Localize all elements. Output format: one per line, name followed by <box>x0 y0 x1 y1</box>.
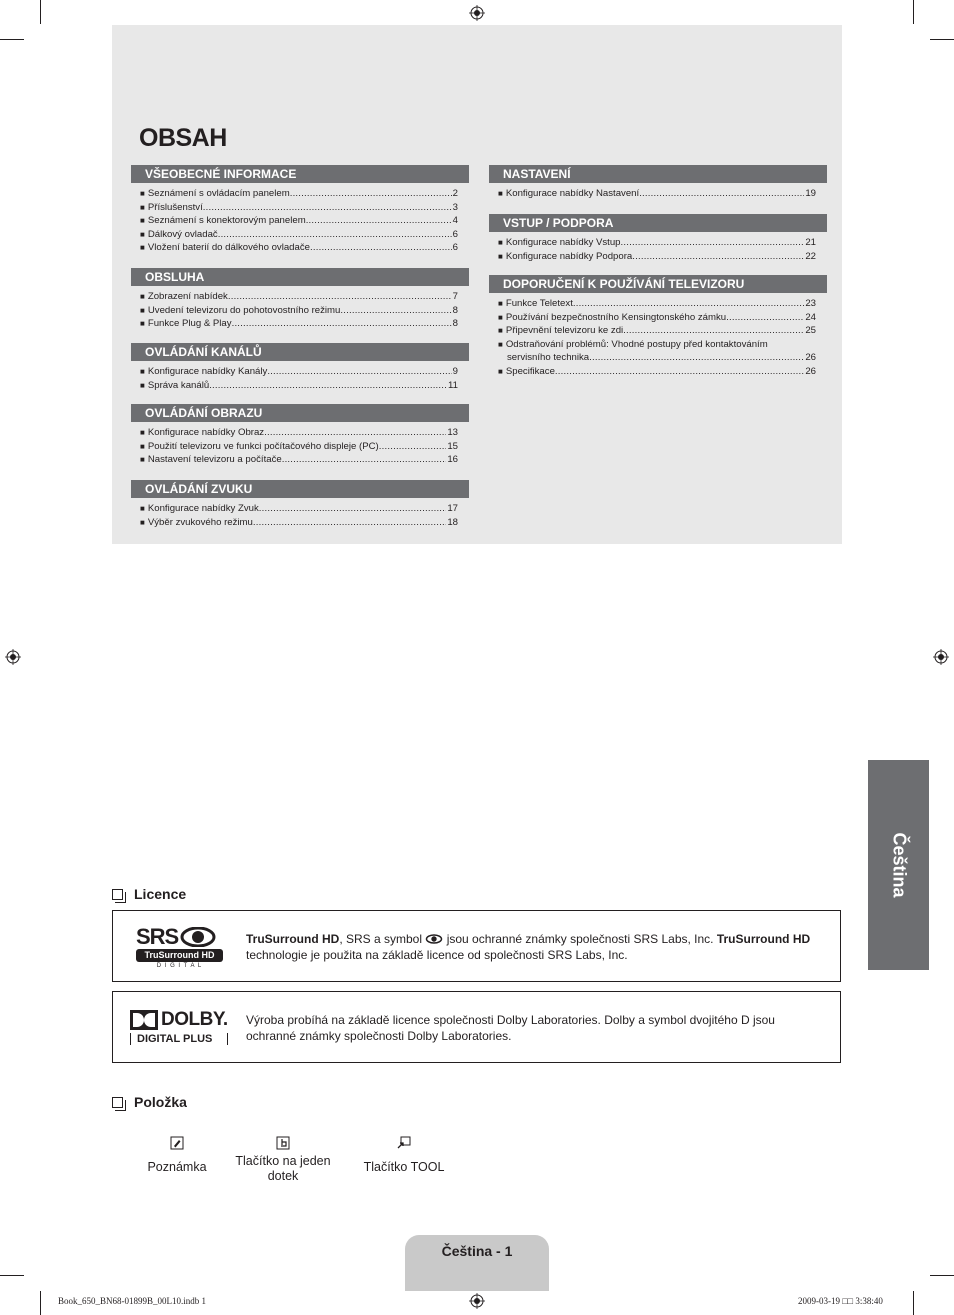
square-bullet-icon: ■ <box>140 441 145 451</box>
square-bullet-icon: ■ <box>498 189 503 198</box>
dot-leader <box>290 187 452 201</box>
toc-page-number: 19 <box>805 188 816 199</box>
toc-entry <box>498 351 816 365</box>
dot-leader <box>589 351 804 365</box>
dot-leader <box>340 304 451 318</box>
toc-page-number: 18 <box>447 516 458 528</box>
square-bullet-icon: ■ <box>498 312 503 322</box>
toc-entry-text: Uvedení televizoru do pohotovostního režimu <box>147 304 341 316</box>
dolby-logo <box>130 1010 228 1045</box>
toc-entry-text: Nastavení televizoru a počítače <box>147 454 282 465</box>
dot-leader <box>555 365 804 379</box>
toc-page-number: 13 <box>447 427 458 438</box>
square-bullet-icon: ■ <box>140 292 145 301</box>
toc-entry-list <box>489 187 827 201</box>
toc-section-header: OBSLUHA <box>131 268 469 286</box>
toc-entry-list <box>489 297 827 378</box>
toc-page-number: 7 <box>452 291 458 302</box>
toc-entry-text: Seznámení s konektorovým panelem <box>147 215 306 226</box>
toc-page-number: 11 <box>448 379 458 391</box>
toc-entry <box>140 304 458 318</box>
toc-section-header: DOPORUČENÍ K POUŽÍVÁNÍ TELEVIZORU <box>489 275 827 293</box>
toc-page-number: 26 <box>805 365 816 377</box>
toc-entry-text: Vložení baterií do dálkového ovladače <box>147 242 310 253</box>
toc-entry-text: Konfigurace nabídky Podpora <box>505 250 633 262</box>
toc-section-header: NASTAVENÍ <box>489 165 827 183</box>
toc-entry-text: Správa kanálů <box>147 379 210 391</box>
toc-entry <box>140 241 458 255</box>
page-number: Čeština - 1 <box>441 1243 513 1259</box>
square-bullet-icon: ■ <box>140 229 145 239</box>
srs-logo-text: SRS <box>136 924 179 949</box>
license-heading-text: Licence <box>134 886 187 902</box>
legend-label: Tlačítko TOOL <box>363 1160 445 1174</box>
toc-section-recommendations <box>489 275 827 378</box>
square-bullet-icon: ■ <box>498 339 503 349</box>
square-bullet-icon: ■ <box>140 305 145 315</box>
toc-entry-list <box>131 426 469 467</box>
dot-leader <box>639 187 804 201</box>
toc-entry <box>140 365 458 379</box>
toc-section-operation <box>131 268 469 331</box>
toc-entry <box>498 250 816 264</box>
language-tab <box>868 760 929 970</box>
toc-entry-list <box>131 502 469 529</box>
toc-entry-text: Připevnění televizoru ke zdi <box>505 325 624 336</box>
toc-section-header: OVLÁDÁNÍ KANÁLŮ <box>131 343 469 361</box>
dot-leader <box>209 379 447 393</box>
srs-logo <box>136 926 223 969</box>
square-bullet-icon: ■ <box>140 216 145 225</box>
toc-entry-text: Konfigurace nabídky Kanály <box>147 366 268 377</box>
srs-license-box <box>112 910 841 982</box>
toc-page-number: 6 <box>452 242 458 253</box>
dot-leader <box>632 250 804 264</box>
crop-mark <box>930 1275 954 1276</box>
dolby-double-d-icon <box>130 1010 158 1030</box>
square-bullet-icon: ■ <box>498 326 503 335</box>
toc-entry <box>498 297 816 311</box>
toc-entry-text: Konfigurace nabídky Vstup <box>505 237 621 248</box>
toc-section-setup <box>489 165 827 201</box>
srs-text-part: , SRS a symbol <box>339 932 426 946</box>
registration-mark-icon <box>469 5 485 21</box>
toc-page-number: 26 <box>805 352 816 363</box>
date-slug: 2009-03-19 □□ 3:38:40 <box>798 1296 883 1306</box>
toc-page-number: 15 <box>447 440 458 452</box>
toc-title: OBSAH <box>139 124 227 152</box>
srs-text-part: technologie je použita na základě licence od společnosti SRS Labs, Inc. <box>246 948 628 962</box>
crop-mark <box>0 1275 24 1276</box>
square-bullet-icon: ■ <box>140 319 145 328</box>
toc-entry-text: Funkce Teletext <box>505 298 573 309</box>
toc-entry <box>140 201 458 215</box>
toc-entry <box>140 317 458 331</box>
file-slug: Book_650_BN68-01899B_00L10.indb 1 <box>58 1296 207 1306</box>
dot-leader <box>218 228 452 242</box>
toc-entry-text: Funkce Plug & Play <box>147 318 232 329</box>
square-bullet-icon: ■ <box>498 251 503 261</box>
registration-mark-icon <box>933 649 949 665</box>
dot-leader <box>306 214 452 228</box>
dot-leader <box>232 317 452 331</box>
dot-leader <box>253 516 446 530</box>
registration-mark-icon <box>5 649 21 665</box>
toc-entry-text: Konfigurace nabídky Obraz <box>147 427 265 438</box>
toc-entry <box>140 516 458 530</box>
one-touch-button-icon <box>276 1136 290 1150</box>
toc-entry <box>140 426 458 440</box>
square-bullet-icon: ■ <box>140 202 145 212</box>
toc-entry-text: Odstraňování problémů: Vhodné postupy před kontaktováním <box>505 338 768 350</box>
srs-brand-name: TruSurround HD <box>716 932 811 946</box>
toc-entry <box>498 236 816 250</box>
square-bullet-icon: ■ <box>498 238 503 247</box>
dot-leader <box>310 241 452 255</box>
crop-mark <box>40 0 41 24</box>
toc-entry <box>140 187 458 201</box>
toc-entry-text: Použití televizoru ve funkci počítačového displeje (PC) <box>147 440 379 452</box>
toc-page-number: 25 <box>805 325 816 336</box>
toc-page-number: 6 <box>452 228 458 240</box>
toc-entry <box>140 440 458 454</box>
toc-entry <box>498 365 816 379</box>
checkbox-bullet-icon <box>112 889 123 900</box>
toc-page-number: 16 <box>447 454 458 465</box>
toc-page-number: 23 <box>805 298 816 309</box>
toc-entry <box>498 338 816 352</box>
toc-page-number: 2 <box>452 188 458 199</box>
legend-item-tool <box>359 1136 449 1175</box>
crop-mark <box>40 1291 41 1315</box>
toc-section-header: VSTUP / PODPORA <box>489 214 827 232</box>
toc-entry-text: Používání bezpečnostního Kensingtonského zámku <box>505 311 727 323</box>
square-bullet-icon: ■ <box>140 243 145 252</box>
toc-section-header: OVLÁDÁNÍ ZVUKU <box>131 480 469 498</box>
srs-brand-name: TruSurround HD <box>246 932 340 946</box>
square-bullet-icon: ■ <box>140 189 145 198</box>
dolby-license-box <box>112 991 841 1063</box>
toc-page-number: 8 <box>452 304 458 316</box>
dot-leader <box>623 324 804 338</box>
square-bullet-icon: ■ <box>498 366 503 376</box>
square-bullet-icon: ■ <box>140 517 145 527</box>
toc-entry-text: Konfigurace nabídky Zvuk <box>147 503 259 514</box>
srs-logo-sub: D I G I T A L <box>156 963 203 969</box>
dot-leader <box>379 440 447 454</box>
toc-entry <box>498 324 816 338</box>
items-heading-text: Položka <box>134 1094 187 1110</box>
toc-page-number: 3 <box>452 201 458 213</box>
toc-entry <box>140 502 458 516</box>
dot-leader <box>259 502 447 516</box>
square-bullet-icon: ■ <box>140 455 145 464</box>
toc-section-header: VŠEOBECNÉ INFORMACE <box>131 165 469 183</box>
legend-label: Poznámka <box>147 1160 207 1174</box>
items-heading <box>112 1094 187 1110</box>
dot-leader <box>228 290 452 304</box>
tool-button-icon <box>397 1136 411 1150</box>
toc-entry <box>140 290 458 304</box>
toc-page-number: 21 <box>805 237 816 248</box>
toc-page-number: 17 <box>447 503 458 514</box>
square-bullet-icon: ■ <box>140 504 145 513</box>
license-heading <box>112 886 186 902</box>
dolby-license-text: Výroba probíhá na základě licence společnosti Dolby Laboratories. Dolby a symbol dvojitého D jsou ochranné známky společnosti Dolby Laboratories. <box>246 1013 775 1043</box>
toc-section-general <box>131 165 469 255</box>
dot-leader <box>264 426 446 440</box>
square-bullet-icon: ■ <box>140 367 145 376</box>
srs-inline-symbol-icon <box>425 934 443 944</box>
toc-entry <box>140 228 458 242</box>
toc-section-channels <box>131 343 469 392</box>
toc-entry-text: Výběr zvukového režimu <box>147 516 253 528</box>
toc-page-number: 9 <box>452 366 458 377</box>
srs-logo-badge: TruSurround HD <box>136 949 223 962</box>
legend-item-note <box>137 1136 217 1175</box>
srs-license-text <box>246 931 826 963</box>
legend-label: Tlačítko na jeden dotek <box>235 1154 331 1183</box>
checkbox-bullet-icon <box>112 1097 123 1108</box>
toc-entry-text: Zobrazení nabídek <box>147 291 228 302</box>
toc-entry-list <box>131 365 469 392</box>
srs-text-part: jsou ochranné známky společnosti SRS Labs, Inc. <box>443 932 717 946</box>
toc-entry <box>140 453 458 467</box>
language-tab-label: Čeština <box>889 832 909 898</box>
square-bullet-icon: ■ <box>498 299 503 308</box>
toc-entry-text: Seznámení s ovládacím panelem <box>147 188 290 199</box>
toc-section-input-support <box>489 214 827 263</box>
note-icon <box>170 1136 184 1150</box>
crop-mark <box>913 1291 914 1315</box>
legend-item-one-touch <box>228 1136 338 1184</box>
dot-leader <box>621 236 805 250</box>
crop-mark <box>913 0 914 24</box>
toc-entry <box>498 187 816 201</box>
registration-mark-icon <box>469 1293 485 1309</box>
toc-page-number: 22 <box>805 250 816 262</box>
dolby-logo-text: DOLBY. <box>161 1009 228 1030</box>
toc-entry-text: Konfigurace nabídky Nastavení <box>505 188 640 199</box>
square-bullet-icon: ■ <box>140 428 145 437</box>
dot-leader <box>282 453 447 467</box>
toc-entry-list <box>489 236 827 263</box>
crop-mark <box>0 39 24 40</box>
toc-entry <box>498 311 816 325</box>
srs-circle-symbol-icon <box>180 927 216 947</box>
toc-section-header: OVLÁDÁNÍ OBRAZU <box>131 404 469 422</box>
dolby-logo-sub: DIGITAL PLUS <box>130 1033 228 1045</box>
toc-entry-list <box>131 187 469 255</box>
toc-page-number: 4 <box>452 215 458 226</box>
page-number-tab <box>405 1235 549 1291</box>
toc-section-picture <box>131 404 469 467</box>
toc-page-number: 8 <box>452 318 458 329</box>
toc-entry-text: Specifikace <box>505 365 555 377</box>
toc-entry-text: Příslušenství <box>147 201 203 213</box>
toc-entry-list <box>131 290 469 331</box>
dot-leader <box>573 297 804 311</box>
dot-leader <box>726 311 804 325</box>
toc-section-sound <box>131 480 469 529</box>
dot-leader <box>203 201 452 215</box>
toc-entry-text: Dálkový ovladač <box>147 228 218 240</box>
toc-entry <box>140 379 458 393</box>
toc-page-number: 24 <box>805 311 816 323</box>
crop-mark <box>930 39 954 40</box>
dot-leader <box>267 365 451 379</box>
toc-entry-text: servisního technika <box>507 352 590 363</box>
square-bullet-icon: ■ <box>140 380 145 390</box>
toc-entry <box>140 214 458 228</box>
